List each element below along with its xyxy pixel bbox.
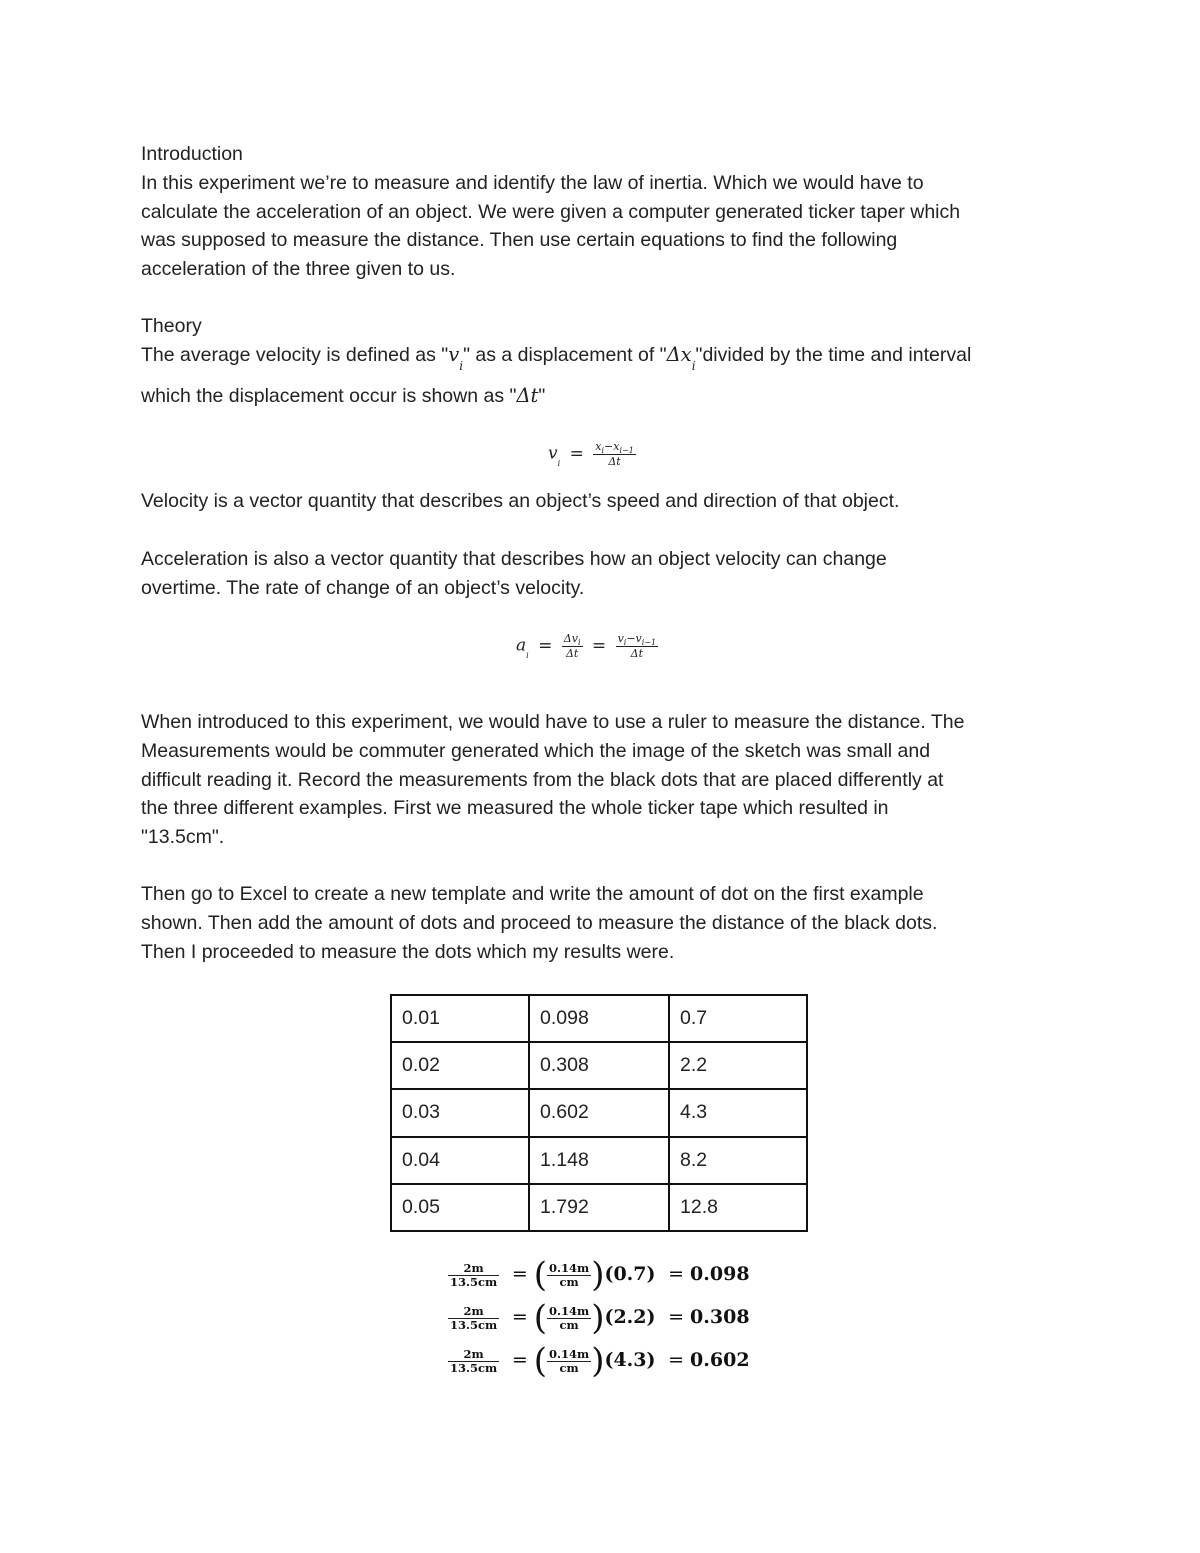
table-cell: 0.308 [529,1042,669,1089]
calc-paren-open: ( [533,1255,547,1295]
theory-text: " [538,384,546,407]
intro-line-1: In this experiment we’re to measure and identify the law of inertia. Which we would have to [141,171,924,194]
calc-equals: = [511,1263,528,1285]
calc-num: 2m [448,1305,499,1319]
calc-num: 0.14m [549,1346,590,1361]
calc-paren-close: ) [591,1341,605,1381]
eq-v-num-x: x [595,440,602,453]
calc-den: cm [559,1360,579,1375]
eq-v-fraction [593,440,636,468]
calc-paren-open: ( [533,1298,547,1338]
intro-line-2: calculate the acceleration of an object. We were given a computer generated ticker taper which [141,200,961,223]
calc-num: 0.14m [549,1303,590,1318]
acceleration-paragraph [141,545,1071,603]
table-cell: 1.792 [529,1184,669,1231]
calc-equals: = [511,1349,528,1371]
table-cell: 0.02 [391,1042,529,1089]
theory-heading: Theory [141,315,202,337]
calc-fraction-1 [448,1305,499,1332]
eq-v-num-minus: −x [604,440,620,453]
table-row [391,1137,807,1184]
procedure1-line-5: "13.5cm". [141,826,225,849]
eq-a-f2-numerator [616,632,659,647]
calc-result: 0.308 [690,1306,750,1328]
table-row [391,1042,807,1089]
theory-line-2 [141,382,1071,411]
eq-a-equals-2: = [591,635,607,656]
table-cell: 2.2 [669,1042,807,1089]
procedure-paragraph-1 [141,708,1071,852]
eq-a-f2-num-sub2: i−1 [641,638,657,647]
theory-text: " as a displacement of " [463,343,667,366]
calc-factor: (0.7) [604,1263,656,1285]
table-cell: 0.602 [529,1089,669,1136]
calc-num: 2m [448,1348,499,1362]
theory-text: "divided by the time and interval [695,343,972,366]
eq-v-lhs-sub: i [557,458,561,468]
eq-v-num-sub1: i [601,446,605,455]
displacement-subscript: i [691,358,696,373]
calc-fraction-2 [547,1348,591,1375]
acceleration-line-1: Acceleration is also a vector quantity that describes how an object velocity can change [141,548,887,570]
procedure2-line-1: Then go to Excel to create a new template and write the amount of dot on the first example [141,883,924,905]
table-cell: 0.04 [391,1137,529,1184]
calc-num: 2m [448,1262,499,1276]
table-cell: 1.148 [529,1137,669,1184]
table-row [391,1184,807,1231]
intro-line-4: acceleration of the three given to us. [141,258,456,281]
calc-result: 0.098 [690,1263,750,1285]
calc-fraction-1 [448,1262,499,1289]
procedure2-line-3: Then I proceeded to measure the dots which my results were. [141,940,675,963]
procedure1-line-3: difficult reading it. Record the measurements from the black dots that are placed differently at [141,768,944,791]
eq-v-num-sub2: i−1 [619,446,634,455]
calc-fraction-2 [547,1305,591,1332]
eq-a-lhs-sub: i [526,650,529,660]
calc-factor: (2.2) [604,1306,656,1328]
calc-equals: = [668,1306,685,1328]
calc-equals: = [511,1306,528,1328]
velocity-paragraph [141,487,1071,516]
displacement-symbol: Δx [666,342,692,366]
calculation-line-3 [448,1341,750,1381]
procedure2-line-2: shown. Then add the amount of dots and proceed to measure the distance of the black dots. [141,911,938,934]
calc-equals: = [668,1263,685,1285]
calc-paren-close: ) [591,1298,605,1338]
table-cell: 0.098 [529,995,669,1042]
table-row [391,995,807,1042]
eq-a-f1-denominator: Δt [565,647,579,660]
introduction-heading: Introduction [141,143,243,165]
eq-a-f2-denominator: Δt [630,647,644,660]
eq-a-lhs: a [516,635,527,656]
table-cell: 0.03 [391,1089,529,1136]
acceleration-equation [516,632,658,660]
calc-paren-close: ) [591,1255,605,1295]
eq-v-numerator [593,440,636,455]
calc-den: cm [559,1274,579,1289]
table-cell: 0.05 [391,1184,529,1231]
intro-line-3: was supposed to measure the distance. Then use certain equations to find the following [141,229,898,252]
calc-num: 0.14m [549,1260,590,1275]
eq-a-fraction-2 [616,632,659,660]
calc-fraction-1 [448,1348,499,1375]
velocity-equation [548,440,636,468]
introduction-section [141,140,1071,284]
calc-den: 13.5cm [450,1317,498,1332]
table-cell: 8.2 [669,1137,807,1184]
eq-a-f2-num-sub1: i [623,638,627,647]
eq-a-f2-num-minus: −v [626,632,642,645]
procedure1-line-2: Measurements would be commuter generated which the image of the sketch was small and [141,739,931,762]
theory-section [141,312,1071,410]
calc-den: 13.5cm [450,1274,498,1289]
eq-a-equals: = [538,635,553,656]
procedure-paragraph-2 [141,880,1071,966]
calculation-line-2 [448,1298,750,1338]
table-cell: 12.8 [669,1184,807,1231]
table-cell: 0.7 [669,995,807,1042]
velocity-subscript: i [459,358,464,373]
calc-den: 13.5cm [450,1360,498,1375]
velocity-text: Velocity is a vector quantity that describes an object’s speed and direction of that object. [141,490,900,512]
eq-a-f2-num-v: v [617,632,624,645]
measurements-table [390,994,808,1232]
procedure1-line-1: When introduced to this experiment, we would have to use a ruler to measure the distance. The [141,711,965,733]
acceleration-line-2: overtime. The rate of change of an object’s velocity. [141,576,585,599]
calc-result: 0.602 [690,1349,750,1371]
theory-text: The average velocity is defined as " [141,343,449,366]
table-cell: 0.01 [391,995,529,1042]
time-interval-symbol: Δt [516,383,539,407]
eq-a-f1-num: Δv [563,632,578,645]
procedure1-line-4: the three different examples. First we measured the whole ticker tape which resulted in [141,797,889,820]
eq-a-f1-numerator [562,632,583,647]
table-row [391,1089,807,1136]
calc-equals: = [668,1349,685,1371]
calculation-line-1 [448,1255,750,1295]
eq-v-denominator: Δt [608,455,621,468]
calc-factor: (4.3) [604,1349,656,1371]
calc-fraction-2 [547,1262,591,1289]
eq-a-f1-num-sub: i [577,638,581,647]
velocity-symbol: v [448,342,460,366]
theory-line-1 [141,341,1071,372]
table-cell: 4.3 [669,1089,807,1136]
eq-v-equals: = [569,443,584,464]
calc-den: cm [559,1317,579,1332]
theory-text: which the displacement occur is shown as " [141,384,517,407]
calc-paren-open: ( [533,1341,547,1381]
eq-a-fraction-1 [562,632,583,660]
eq-v-lhs: v [548,443,558,464]
